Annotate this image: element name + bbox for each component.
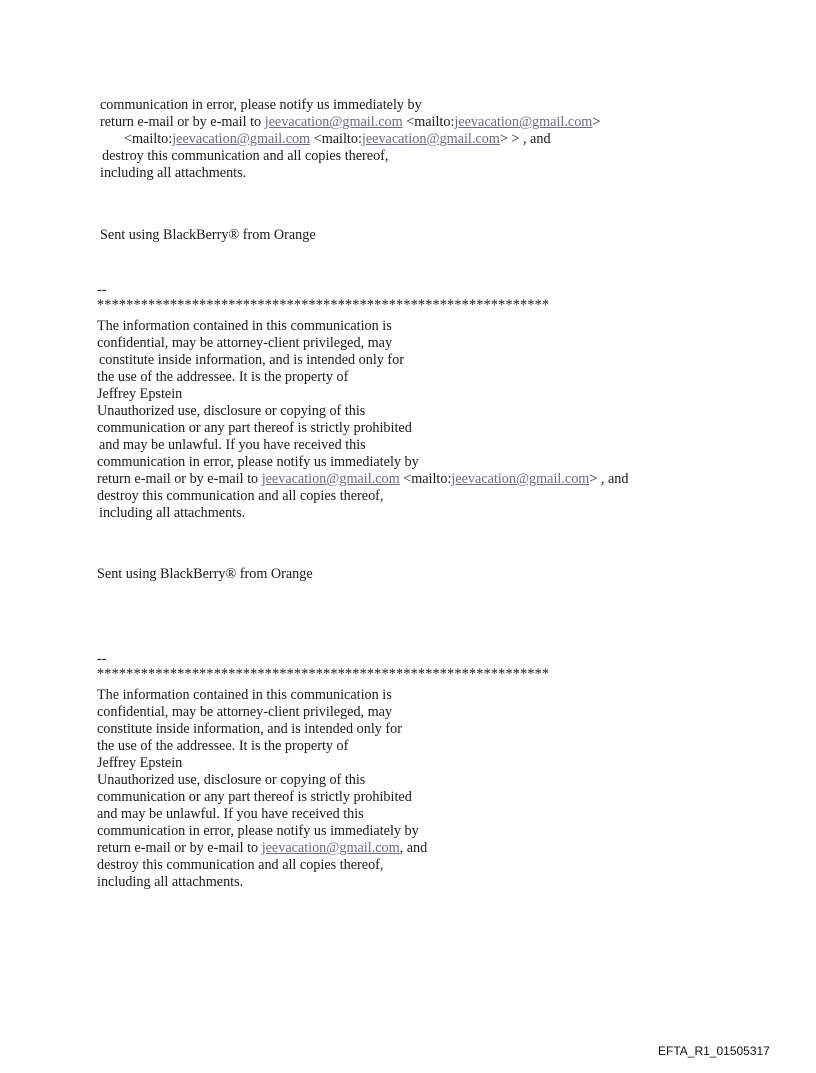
block3-line-2: confidential, may be attorney-client privileged, may	[97, 704, 393, 720]
block1-line-5: including all attachments.	[100, 165, 247, 181]
block1-line-2-text-c: >	[592, 114, 601, 130]
block1-sent-line: Sent using BlackBerry® from Orange	[100, 227, 316, 243]
email-link[interactable]: jeevacation@gmail.com	[264, 114, 403, 130]
block1-line-3	[124, 131, 551, 148]
block1-line-2	[100, 114, 600, 131]
block2-line-3: constitute inside information, and is intended only for	[99, 352, 404, 368]
block3-line-10	[97, 840, 427, 857]
block3-line-7: communication or any part thereof is strictly prohibited	[97, 789, 412, 805]
block1-line-3-text-b: <mailto:	[310, 131, 362, 147]
block2-line-10-text-b: <mailto:	[399, 471, 452, 487]
block2-dash: --	[97, 282, 107, 298]
block2-line-9: communication in error, please notify us immediately by	[97, 454, 419, 470]
block2-sent-line: Sent using BlackBerry® from Orange	[97, 566, 313, 582]
email-link[interactable]: jeevacation@gmail.com	[172, 131, 311, 147]
block2-line-7: communication or any part thereof is strictly prohibited	[97, 420, 412, 436]
email-link[interactable]: jeevacation@gmail.com	[361, 131, 500, 147]
block1-line-2-text-b: <mailto:	[402, 114, 455, 130]
block3-line-11: destroy this communication and all copies thereof,	[97, 857, 384, 873]
block2-line-2: confidential, may be attorney-client privileged, may	[97, 335, 393, 351]
block3-line-6: Unauthorized use, disclosure or copying of this	[97, 772, 366, 788]
block3-line-8: and may be unlawful. If you have received this	[97, 806, 364, 822]
block3-line-9: communication in error, please notify us immediately by	[97, 823, 419, 839]
block2-line-10-text-c: > , and	[589, 471, 629, 487]
block3-dash: --	[97, 651, 107, 667]
block2-line-12: including all attachments.	[99, 505, 246, 521]
block3-line-5: Jeffrey Epstein	[97, 755, 183, 771]
block2-line-4: the use of the addressee. It is the property of	[97, 369, 349, 385]
email-link[interactable]: jeevacation@gmail.com	[451, 471, 590, 487]
block2-line-6: Unauthorized use, disclosure or copying of this	[97, 403, 366, 419]
block2-line-1: The information contained in this communication is	[97, 318, 392, 334]
block3-line-10-text-a: return e-mail or by e-mail to	[97, 840, 262, 856]
block3-line-3: constitute inside information, and is intended only for	[97, 721, 402, 737]
block2-line-5: Jeffrey Epstein	[97, 386, 183, 402]
email-link[interactable]: jeevacation@gmail.com	[261, 840, 400, 856]
block2-line-11: destroy this communication and all copies thereof,	[97, 488, 384, 504]
block3-line-4: the use of the addressee. It is the property of	[97, 738, 349, 754]
block1-line-1: communication in error, please notify us immediately by	[100, 97, 422, 113]
email-link[interactable]: jeevacation@gmail.com	[261, 471, 400, 487]
block2-line-8: and may be unlawful. If you have received this	[99, 437, 366, 453]
block3-line-10-text-b: , and	[399, 840, 428, 856]
block1-line-3-text-c: > > , and	[499, 131, 551, 147]
block2-line-10	[97, 471, 628, 488]
block3-line-1: The information contained in this communication is	[97, 687, 392, 703]
block2-stars: **************************************************************	[97, 297, 550, 313]
block3-stars: **************************************************************	[97, 666, 550, 682]
block2-line-10-text-a: return e-mail or by e-mail to	[97, 471, 262, 487]
block3-line-12: including all attachments.	[97, 874, 244, 890]
block1-line-2-text-a: return e-mail or by e-mail to	[100, 114, 265, 130]
email-link[interactable]: jeevacation@gmail.com	[454, 114, 593, 130]
document-id: EFTA_R1_01505317	[658, 1044, 770, 1058]
block1-line-3-text-a: <mailto:	[124, 131, 173, 147]
block1-line-4: destroy this communication and all copies thereof,	[102, 148, 389, 164]
